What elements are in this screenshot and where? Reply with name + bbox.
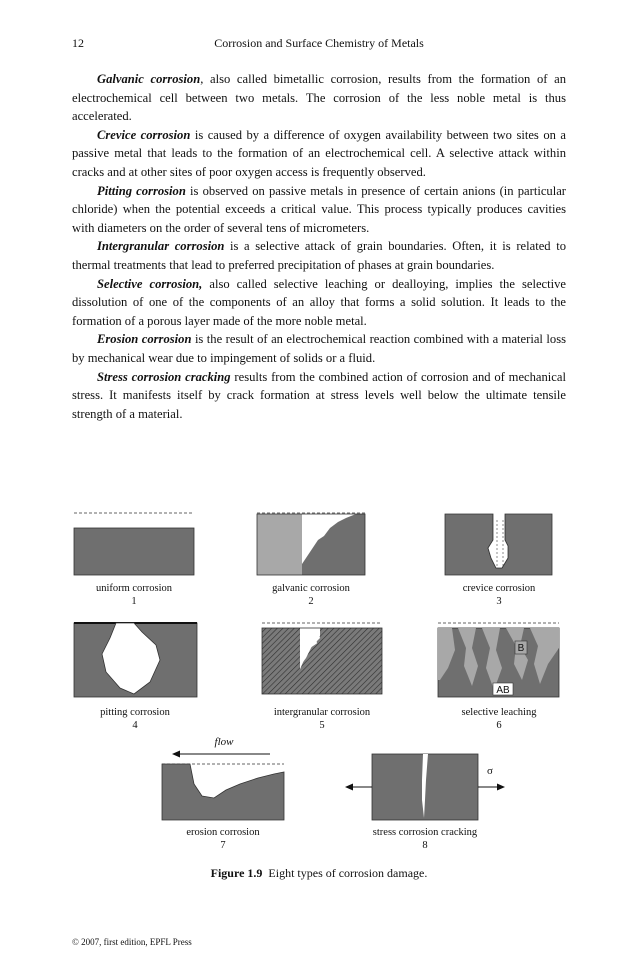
- paragraph-text: is observed on passive metals in presence of certain anions (in particular chloride) when the potential exceeds a critical value. This process typically produces cavities with diameters on the order of several tens of micrometers.: [72, 183, 566, 235]
- panel-galvanic-corrosion: [257, 513, 365, 575]
- term: Galvanic corrosion: [97, 72, 201, 86]
- panel-label: galvanic corrosion: [272, 583, 350, 594]
- term: Stress corrosion cracking: [97, 369, 231, 384]
- panel-label: selective leaching: [461, 707, 537, 718]
- label-ab: AB: [496, 685, 510, 696]
- panel-pitting-corrosion: [74, 623, 197, 697]
- term: Selective corrosion,: [97, 276, 203, 291]
- panel-selective-leaching: [438, 623, 559, 697]
- panel-label: erosion corrosion: [186, 827, 260, 838]
- panel-number: 7: [220, 840, 226, 851]
- panel-stress-corrosion-cracking: [345, 754, 505, 820]
- running-title: Corrosion and Surface Chemistry of Metals: [214, 36, 424, 50]
- panel-label: intergranular corrosion: [273, 707, 371, 718]
- panel-number: 1: [131, 596, 137, 607]
- panel-crevice-corrosion: [445, 514, 552, 575]
- panel-caption-6: [438, 706, 560, 732]
- paragraph-text: is the result of an electrochemical reaction combined with a material loss by mechanical wear due to impingement of solids or a fluid.: [72, 332, 566, 365]
- panel-caption-1: [74, 582, 194, 608]
- panel-caption-2: [250, 582, 372, 608]
- panel-number: 2: [308, 596, 314, 607]
- paragraph-text: is a selective attack of grain boundaries. Often, it is related to thermal treatments that lead to preferred precipitation of phases at grain boundaries.: [72, 239, 566, 272]
- figure-caption-label: Figure 1.9: [210, 866, 263, 880]
- panel-number: 3: [496, 596, 502, 607]
- panel-label: stress corrosion cracking: [372, 827, 478, 838]
- paragraph-text: , also called bimetallic corrosion, results from the formation of an electrochemical cell between two metals. The corrosion of the less noble metal is thus accelerated.: [72, 72, 566, 124]
- page-number: 12: [72, 36, 84, 50]
- panel-erosion-corrosion: [162, 736, 284, 820]
- panel-number: 6: [496, 720, 502, 731]
- panel-caption-4: [70, 706, 200, 732]
- panel-caption-7: [160, 826, 286, 852]
- panel-number: 4: [132, 720, 138, 731]
- flow-label: flow: [214, 736, 234, 748]
- term: Erosion corrosion: [97, 332, 192, 347]
- panel-label: crevice corrosion: [462, 583, 536, 594]
- paragraph-text: also called selective leaching or dealloying, implies the selective dissolution of one of the components of an alloy that forms a solid solution. It leads to the formation of a porous layer made of the more noble metal.: [72, 276, 567, 328]
- copyright-footer: © 2007, first edition, EPFL Press: [72, 937, 192, 947]
- paragraph-text: is caused by a difference of oxygen availability between two sites on a passive metal that leads to the formation of an electrochemical cell. A selective attack within cracks and at other sites of poor oxygen access is frequently observed.: [72, 127, 566, 179]
- panel-caption-5: [252, 706, 392, 732]
- label-b: B: [517, 643, 525, 654]
- term: Intergranular corrosion: [97, 239, 225, 254]
- term: Pitting corrosion: [97, 183, 186, 198]
- paragraph-text: results from the combined action of corrosion and of mechanical stress. It manifests itself by crack formation at stress levels well below the ultimate tensile strength of a material.: [72, 369, 566, 421]
- panel-caption-8: [350, 826, 500, 852]
- panel-number: 8: [422, 840, 428, 851]
- figure-caption: [0, 866, 638, 881]
- term: Crevice corrosion: [97, 127, 191, 142]
- figure-caption-text: Eight types of corrosion damage.: [268, 866, 428, 880]
- panel-label: pitting corrosion: [100, 707, 170, 718]
- panel-caption-3: [440, 582, 558, 608]
- sigma-label: σ: [487, 765, 493, 777]
- panel-intergranular-corrosion: [262, 623, 382, 694]
- panel-number: 5: [319, 720, 325, 731]
- panel-uniform-corrosion: [74, 513, 194, 575]
- panel-label: uniform corrosion: [95, 583, 173, 594]
